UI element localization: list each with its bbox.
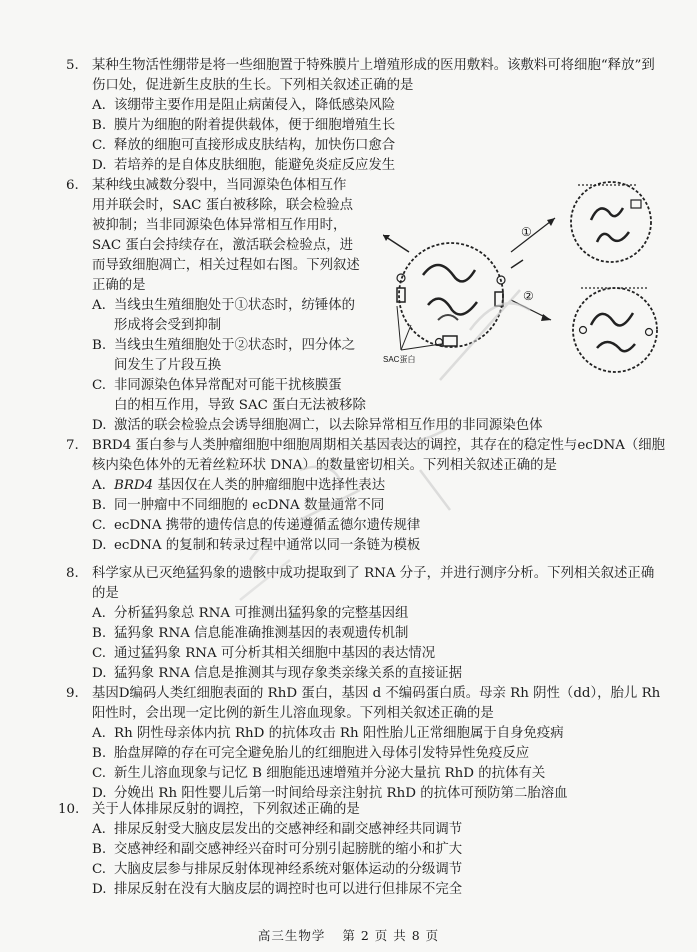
option-d[interactable]: D. 排尿反射在没有大脑皮层的调控时也可以进行但排尿不完全 [92, 882, 463, 897]
option-a[interactable]: A. 分析猛犸象总 RNA 可推测出猛犸象的完整基因组 [92, 606, 409, 621]
footer-subject: 高三生物学 [257, 928, 326, 943]
option-d[interactable]: D. ecDNA 的复制和转录过程中通常以同一条链为模板 [92, 538, 421, 553]
question-number: 10. [58, 802, 80, 817]
option-d[interactable]: D. 分娩出 Rh 阳性婴儿后第一时间给母亲注射抗 RhD 的抗体可预防第二胎溶血 [92, 786, 568, 801]
option-a[interactable]: A. BRD4 基因仅在人类的肿瘤细胞中选择性表达 [92, 478, 386, 493]
question-stem: 基因D编码人类红细胞表面的 RhD 蛋白，基因 d 不编码蛋白质。母亲 Rh 阴性（dd），胎儿 Rh 阳性时，会出现一定比例的新生儿溶血现象。下列相关叙述正确的是 [92, 686, 661, 721]
option-b[interactable]: B. 膜片为细胞的附着提供载体，便于细胞增殖生长 [92, 118, 396, 133]
question-stem: 科学家从已灭绝猛犸象的遗骸中成功提取到了 RNA 分子，并进行测序分析。下列相关叙述正确的是 [92, 566, 655, 601]
option-b[interactable]: B. 胎盘屏障的存在可完全避免胎儿的红细胞进入母体引发特异性免疫反应 [92, 746, 530, 761]
question-number: 7. [66, 438, 79, 453]
option-a[interactable]: A. Rh 阴性母亲体内抗 RhD 的抗体攻击 Rh 阳性胎儿正常细胞属于自身免疫病 [92, 726, 564, 741]
option-d[interactable]: D. 猛犸象 RNA 信息是推测其与现存象类亲缘关系的直接证据 [92, 666, 462, 681]
option-b[interactable]: B. 交感神经和副交感神经兴奋时可分别引起膀胱的缩小和扩大 [92, 842, 463, 857]
cell-top-right [571, 182, 651, 262]
question-7 [66, 436, 666, 556]
question-5 [66, 56, 666, 176]
sac-label: SAC蛋白 [383, 355, 416, 364]
question-stem: 某种线虫减数分裂中，当同源染色体相互作 用并联会时，SAC 蛋白被移除，联会检验点 被抑制；当非同源染色体异常相互作用时， SAC 蛋白会持续存在，激活联会检验点，进 而导致细胞凋亡，相关过程如右图。下列叙述 正确的是 [92, 178, 360, 293]
state-1-label: ① [521, 225, 532, 239]
question-8 [66, 564, 666, 684]
option-c[interactable]: C. 大脑皮层参与排尿反射体现神经系统对躯体运动的分级调节 [92, 862, 463, 877]
option-d[interactable]: D. 若培养的是自体皮肤细胞，能避免炎症反应发生 [92, 158, 396, 173]
question-number: 8. [66, 566, 79, 581]
cell-left [383, 235, 523, 347]
option-c[interactable]: C. 释放的细胞可直接形成皮肤结构，加快伤口愈合 [92, 138, 396, 153]
footer-page-number: 第 2 页 共 8 页 [342, 928, 440, 943]
question-stem: BRD4 蛋白参与人类肿瘤细胞中细胞周期相关基因表达的调控，其存在的稳定性与ecDNA（细胞核内染色体外的无着丝粒环状 DNA）的数量密切相关。下列相关叙述正确的是 [92, 438, 666, 473]
question-number: 5. [66, 58, 79, 73]
question-number: 6. [66, 178, 79, 193]
option-b[interactable]: B. 猛犸象 RNA 信息能准确推测基因的表观遗传机制 [92, 626, 409, 641]
state-2-label: ② [523, 289, 534, 303]
page-footer [0, 926, 697, 944]
meiosis-diagram [383, 180, 683, 380]
option-c[interactable]: C. 通过猛犸象 RNA 可分析其相关细胞中基因的表达情况 [92, 646, 436, 661]
question-stem: 关于人体排尿反射的调控，下列叙述正确的是 [92, 802, 360, 817]
option-c[interactable]: C. 非同源染色体异常配对可能干扰核膜蛋 白的相互作用，导致 SAC 蛋白无法被移除 [92, 378, 366, 413]
option-a[interactable]: A. 当线虫生殖细胞处于①状态时，纺锤体的 形成将会受到抑制 [92, 298, 356, 333]
question-number: 9. [66, 686, 79, 701]
option-a[interactable]: A. 排尿反射受大脑皮层发出的交感神经和副交感神经共同调节 [92, 822, 463, 837]
question-stem: 某种生物活性绷带是将一些细胞置于特殊膜片上增殖形成的医用敷料。该敷料可将细胞“释放”到伤口处，促进新生皮肤的生长。下列相关叙述正确的是 [92, 58, 655, 93]
question-9 [66, 684, 666, 804]
cell-bottom-right [573, 288, 657, 372]
option-c[interactable]: C. ecDNA 携带的遗传信息的传递遵循孟德尔遗传规律 [92, 518, 421, 533]
option-c[interactable]: C. 新生儿溶血现象与记忆 B 细胞能迅速增殖并分泌大量抗 RhD 的抗体有关 [92, 766, 546, 781]
option-b[interactable]: B. 同一肿瘤中不同细胞的 ecDNA 数量通常不同 [92, 498, 385, 513]
option-d[interactable]: D. 激活的联会检验点会诱导细胞凋亡，以去除异常相互作用的非同源染色体 [92, 418, 543, 433]
question-10 [58, 800, 666, 900]
option-a[interactable]: A. 该绷带主要作用是阻止病菌侵入，降低感染风险 [92, 98, 396, 113]
option-b[interactable]: B. 当线虫生殖细胞处于②状态时，四分体之 间发生了片段互换 [92, 338, 356, 373]
